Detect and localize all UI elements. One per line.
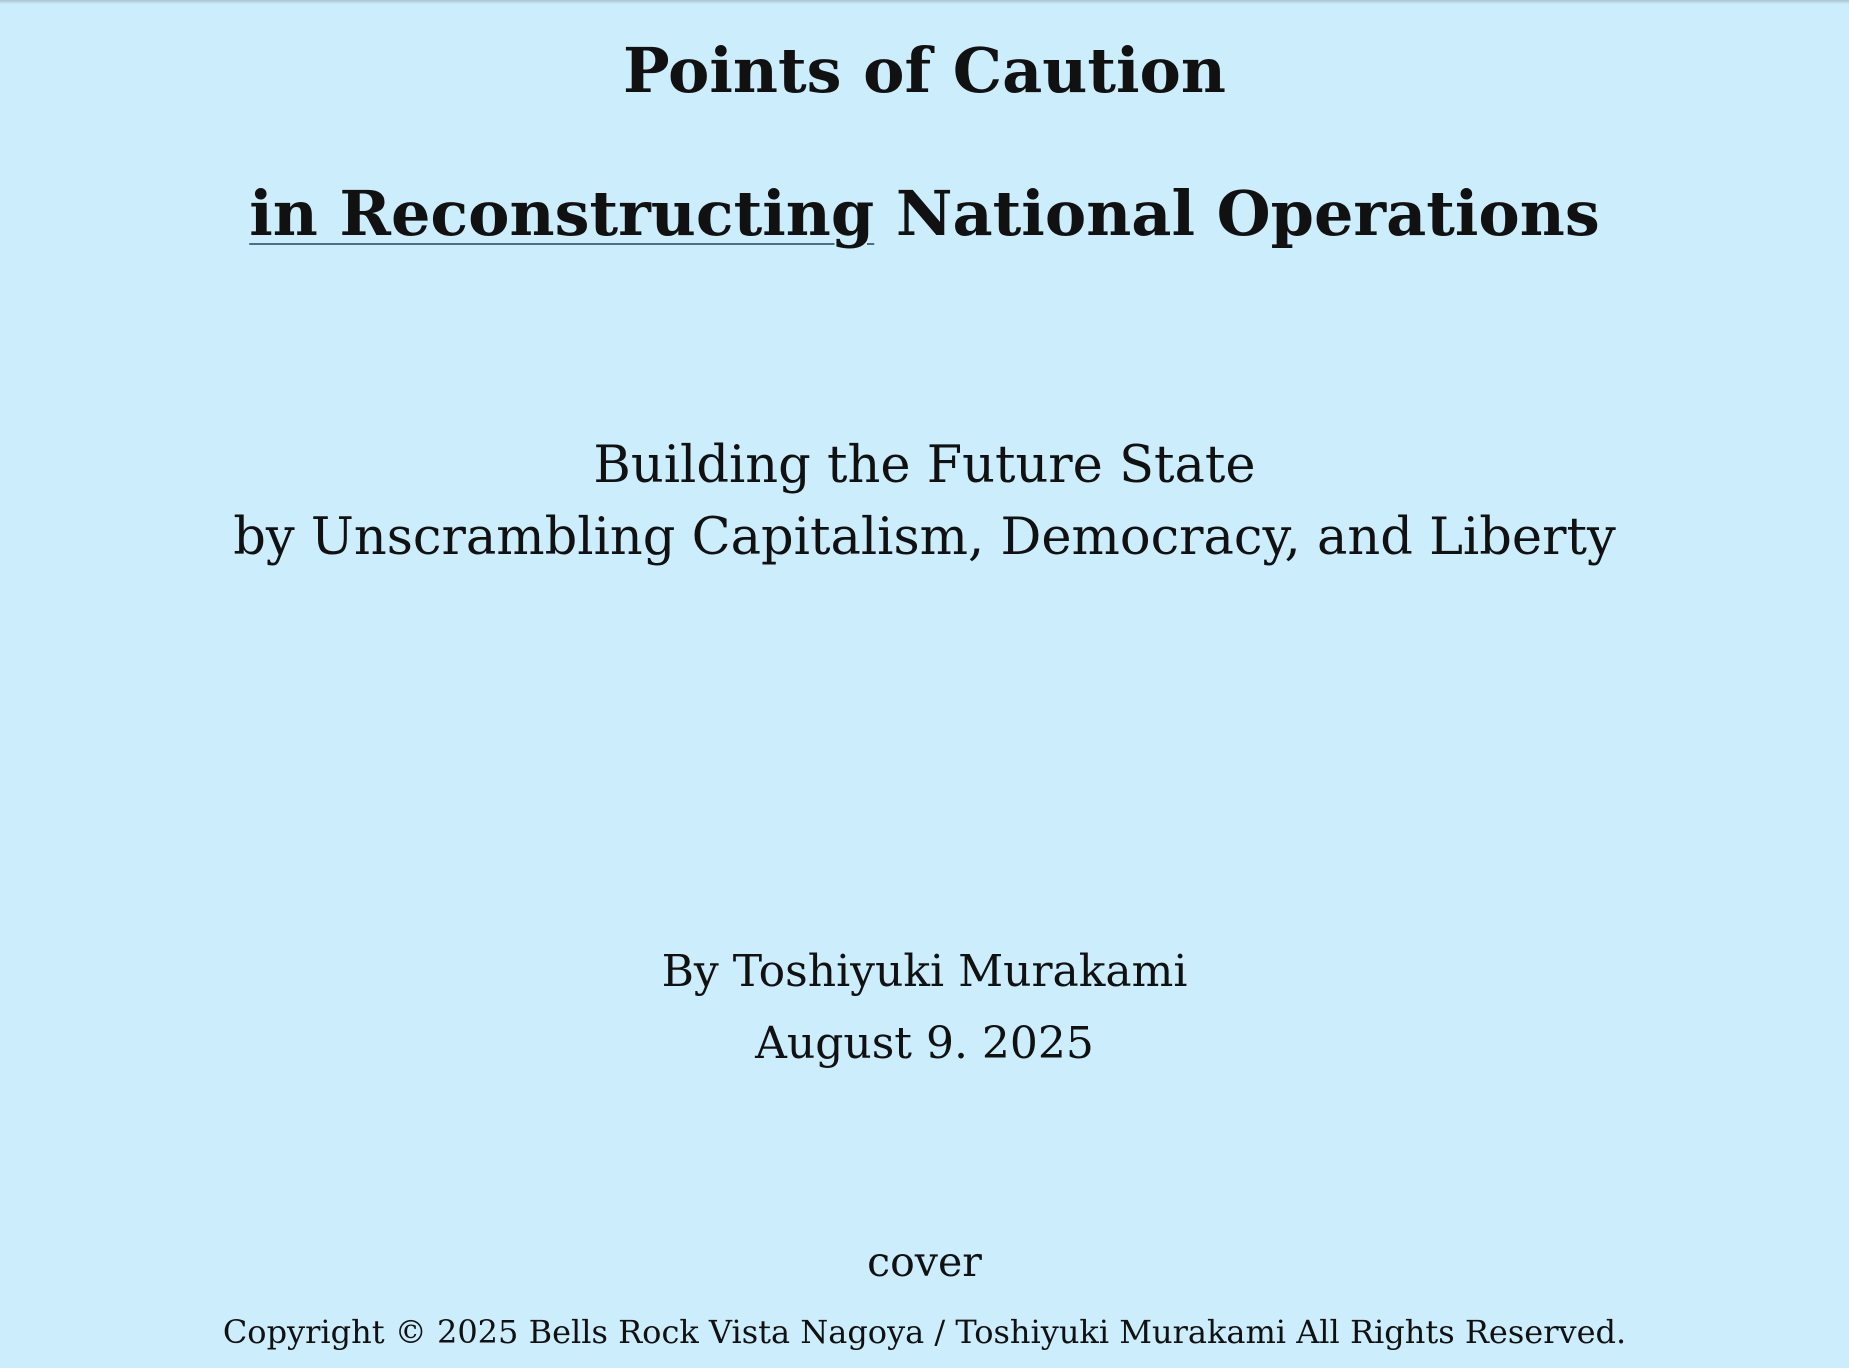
- title-text-1: Points of Caution: [623, 34, 1226, 107]
- subtitle-line-1: Building the Future State: [593, 436, 1256, 495]
- publication-date: August 9. 2025: [755, 1018, 1094, 1069]
- subtitle-line-2: by Unscrambling Capitalism, Democracy, and Liberty: [233, 508, 1616, 567]
- author-byline: By Toshiyuki Murakami: [661, 946, 1188, 997]
- copyright-notice: Copyright © 2025 Bells Rock Vista Nagoya / Toshiyuki Murakami All Rights Reserved.: [222, 1313, 1627, 1351]
- title-text-2: National Operations: [874, 177, 1600, 250]
- title-line-2: [0, 177, 1849, 250]
- title-underlined-text: in Reconstructing: [249, 177, 875, 250]
- title-line-1: [0, 34, 1849, 107]
- cover-label: cover: [867, 1238, 982, 1286]
